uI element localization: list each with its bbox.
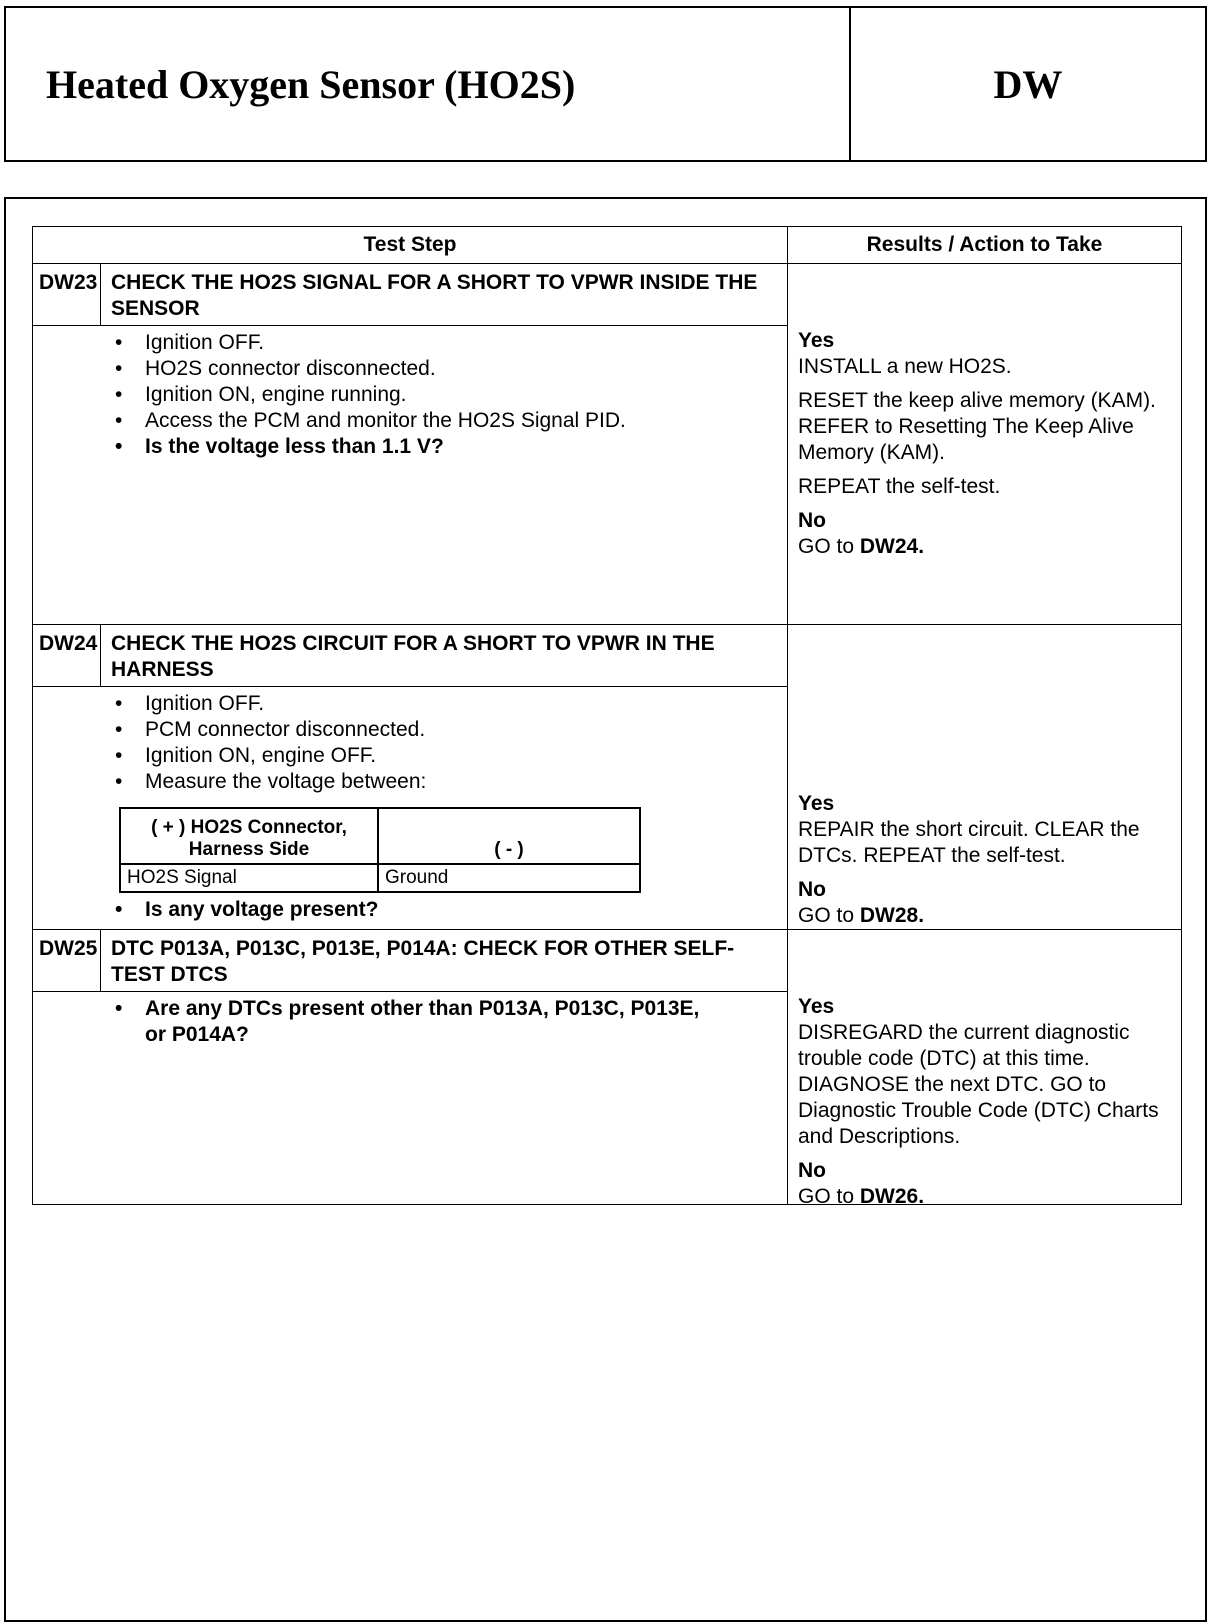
step-heading	[33, 930, 787, 992]
test-step-cell	[33, 264, 788, 624]
no-action	[798, 903, 1175, 929]
bullet-item: • Ignition OFF.	[115, 691, 787, 717]
no-label: No	[798, 1159, 826, 1182]
no-label: No	[798, 878, 826, 901]
bullet-item: • Measure the voltage between:	[115, 769, 787, 795]
yes-action: INSTALL a new HO2S.	[798, 355, 1012, 378]
step-bullets	[33, 687, 787, 795]
no-label: No	[798, 509, 826, 532]
step-title: CHECK THE HO2S CIRCUIT FOR A SHORT TO VPWR IN THE HARNESS	[111, 632, 715, 681]
yes-label: Yes	[798, 995, 835, 1018]
bullet-item: • Ignition ON, engine OFF.	[115, 743, 787, 769]
step-id: DW23	[33, 264, 101, 325]
bullet-item: • Ignition OFF.	[115, 330, 787, 356]
bullet-item: • HO2S connector disconnected.	[115, 356, 787, 382]
step-row-dw25	[32, 930, 1182, 1208]
bullet-question: • Is the voltage less than 1.1 V?	[115, 434, 787, 460]
bullet-item: • Ignition ON, engine running.	[115, 382, 787, 408]
col-header-results: Results / Action to Take	[866, 233, 1103, 256]
step-row-dw24	[32, 625, 1182, 930]
diagnostic-table	[32, 226, 1182, 1208]
goto-target: DW26.	[859, 1185, 925, 1208]
goto-prefix: GO to	[798, 535, 855, 558]
measure-col1-header: ( + ) HO2S Connector, Harness Side	[120, 808, 378, 864]
yes-action: REPAIR the short circuit. CLEAR the DTCs. REPEAT the self-test.	[798, 818, 1140, 867]
col-header-test-step: Test Step	[33, 227, 788, 263]
page-title: Heated Oxygen Sensor (HO2S)	[6, 8, 851, 160]
bullet-question: • Are any DTCs present other than P013A, P013C, P013E, or P014A?	[115, 996, 717, 1048]
measurement-table	[119, 807, 641, 893]
results-cell	[788, 625, 1181, 929]
step-question	[33, 897, 787, 923]
header-box	[4, 6, 1207, 162]
results-cell	[788, 264, 1181, 624]
step-heading	[33, 625, 787, 687]
no-action	[798, 1184, 1175, 1210]
goto-target: DW28.	[859, 904, 925, 927]
measure-col2-value: Ground	[378, 864, 640, 892]
measure-col1-value: HO2S Signal	[120, 864, 378, 892]
goto-target: DW24.	[859, 535, 925, 558]
results-block	[798, 328, 1175, 568]
yes-action: REPEAT the self-test.	[798, 475, 1001, 498]
step-row-dw23	[32, 264, 1182, 625]
bullet-question: • Is any voltage present?	[115, 897, 787, 923]
no-action	[798, 534, 1175, 560]
step-id: DW24	[33, 625, 101, 686]
section-code: DW	[993, 61, 1063, 107]
step-id: DW25	[33, 930, 101, 991]
step-title: DTC P013A, P013C, P013E, P014A: CHECK FOR OTHER SELF-TEST DTCS	[111, 937, 735, 986]
measure-col2-header: ( - )	[378, 808, 640, 864]
test-step-cell	[33, 625, 788, 929]
step-bullets	[33, 326, 787, 460]
results-cell	[788, 930, 1181, 1208]
goto-prefix: GO to	[798, 904, 855, 927]
bullet-item: • PCM connector disconnected.	[115, 717, 787, 743]
results-block	[798, 791, 1175, 937]
test-step-cell	[33, 930, 788, 1204]
table-header-row	[32, 226, 1182, 264]
results-block	[798, 994, 1175, 1218]
step-heading	[33, 264, 787, 326]
yes-action: RESET the keep alive memory (KAM). REFER to Resetting The Keep Alive Memory (KAM).	[798, 389, 1156, 464]
step-bullets	[33, 992, 787, 1048]
yes-label: Yes	[798, 329, 835, 352]
yes-action: DISREGARD the current diagnostic trouble code (DTC) at this time. DIAGNOSE the next DTC. GO to Diagnostic Trouble Code (DTC) Charts and Descriptions.	[798, 1021, 1159, 1148]
step-title: CHECK THE HO2S SIGNAL FOR A SHORT TO VPWR INSIDE THE SENSOR	[111, 271, 758, 320]
yes-label: Yes	[798, 792, 835, 815]
bullet-item: • Access the PCM and monitor the HO2S Signal PID.	[115, 408, 787, 434]
goto-prefix: GO to	[798, 1185, 855, 1208]
